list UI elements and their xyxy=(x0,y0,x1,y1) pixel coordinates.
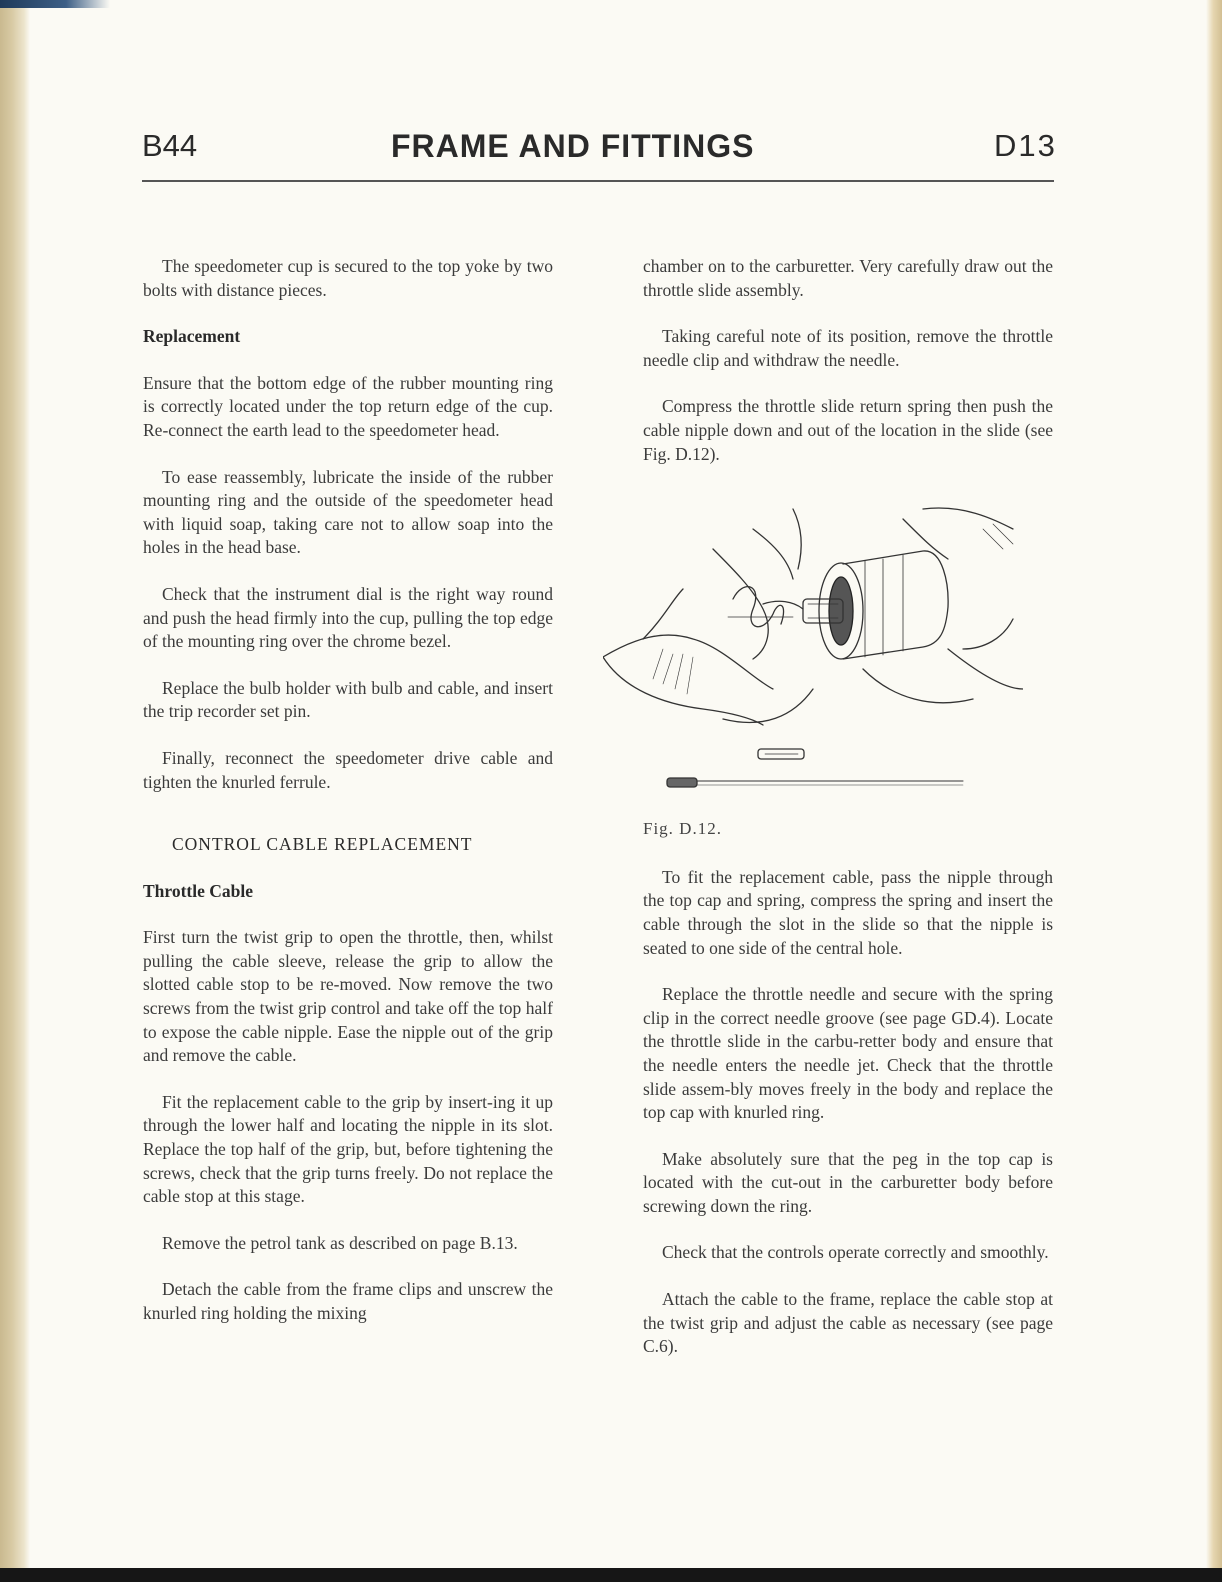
replacement-paragraph: Ensure that the bottom edge of the rubber mounting ring is correctly located under the top return edge of the cup. Re-connect the earth lead to the speedometer head. xyxy=(143,372,553,440)
chamber-paragraph: chamber on to the carburetter. Very carefully draw out the throttle slide assembly. xyxy=(643,256,1053,300)
finally-paragraph: Finally, reconnect the speedometer drive cable and tighten the knurled ferrule. xyxy=(143,747,553,792)
detach-cable-paragraph: Detach the cable from the frame clips and unscrew the knurled ring holding the mixing xyxy=(143,1279,553,1323)
page-binding-shadow xyxy=(0,0,30,1582)
ease-reassembly-paragraph: To ease reassembly, lubricate the inside of the rubber mounting ring and the outside of the speedometer head with liquid soap, taking care not to allow soap into the holes in the head base. xyxy=(143,466,553,558)
bulb-holder-paragraph: Replace the bulb holder with bulb and cable, and insert the trip recorder set pin. xyxy=(143,677,553,722)
page-edge-shadow xyxy=(1206,0,1222,1582)
scan-bottom-edge xyxy=(0,1568,1222,1582)
section-heading: CONTROL CABLE REPLACEMENT xyxy=(172,834,473,855)
page-title: FRAME AND FITTINGS xyxy=(391,128,755,164)
compress-spring-paragraph: Compress the throttle slide return spring then push the cable nipple down and out of the location in the slide (see Fig. D.12). xyxy=(643,396,1053,464)
throttle-cable-heading: Throttle Cable xyxy=(143,880,254,901)
replace-needle-paragraph: Replace the throttle needle and secure with the spring clip in the correct needle groove (see page GD.4). Locate the throttle slide in the carbu-retter body and ensure that the needle enters the needle jet. Check that the throttle slide assem-bly moves freely in the body and replace the top cap with knurled ring. xyxy=(643,984,1053,1123)
check-dial-paragraph: Check that the instrument dial is the right way round and push the head firmly into the cup, pulling the top edge of the mounting ring over the chrome bezel. xyxy=(143,583,553,652)
header-page-number: D13 xyxy=(994,128,1057,163)
replacement-heading: Replacement xyxy=(143,326,241,347)
attach-cable-paragraph: Attach the cable to the frame, replace the cable stop at the twist grip and adjust the cable as necessary (see page C.6). xyxy=(643,1289,1053,1357)
check-controls-paragraph: Check that the controls operate correctly and smoothly. xyxy=(662,1242,1049,1263)
peg-cutout-paragraph: Make absolutely sure that the peg in the top cap is located with the cut-out in the carburetter body before screwing down the ring. xyxy=(643,1148,1053,1216)
left-column xyxy=(143,255,553,1349)
binding-color-mark xyxy=(0,0,110,8)
throttle-cable-paragraph: First turn the twist grip to open the throttle, then, whilst pulling the cable sleeve, release the grip to allow the slotted cable stop to be re-moved. Now remove the two screws from the twist grip control and take off the top half to expose the cable nipple. Ease the nipple out of the grip and remove the cable. xyxy=(143,927,553,1066)
remove-tank-paragraph: Remove the petrol tank as described on page B.13. xyxy=(162,1232,518,1253)
hands-throttle-slide-drawing xyxy=(603,489,1023,817)
header-rule xyxy=(142,180,1054,182)
fit-cable-paragraph: To fit the replacement cable, pass the nipple through the top cap and spring, compress the spring and insert the cable through the slot in the slide so that the nipple is seated to one side of the central hole. xyxy=(643,866,1053,958)
fit-replacement-paragraph: Fit the replacement cable to the grip by insert-ing it up through the lower half and locating the nipple in its slot. Replace the top half of the grip, but, before tightening the screws, check that the grip turns freely. Do not replace the cable stop at this stage. xyxy=(143,1091,553,1207)
figure-caption: Fig. D.12. xyxy=(643,819,722,839)
needle-clip-paragraph: Taking careful note of its position, remove the throttle needle clip and withdraw the needle. xyxy=(643,326,1053,370)
intro-paragraph: The speedometer cup is secured to the top yoke by two bolts with distance pieces. xyxy=(143,256,553,300)
figure-d12-illustration xyxy=(603,489,1023,817)
header-model: B44 xyxy=(142,128,198,163)
right-column xyxy=(643,255,1053,1382)
